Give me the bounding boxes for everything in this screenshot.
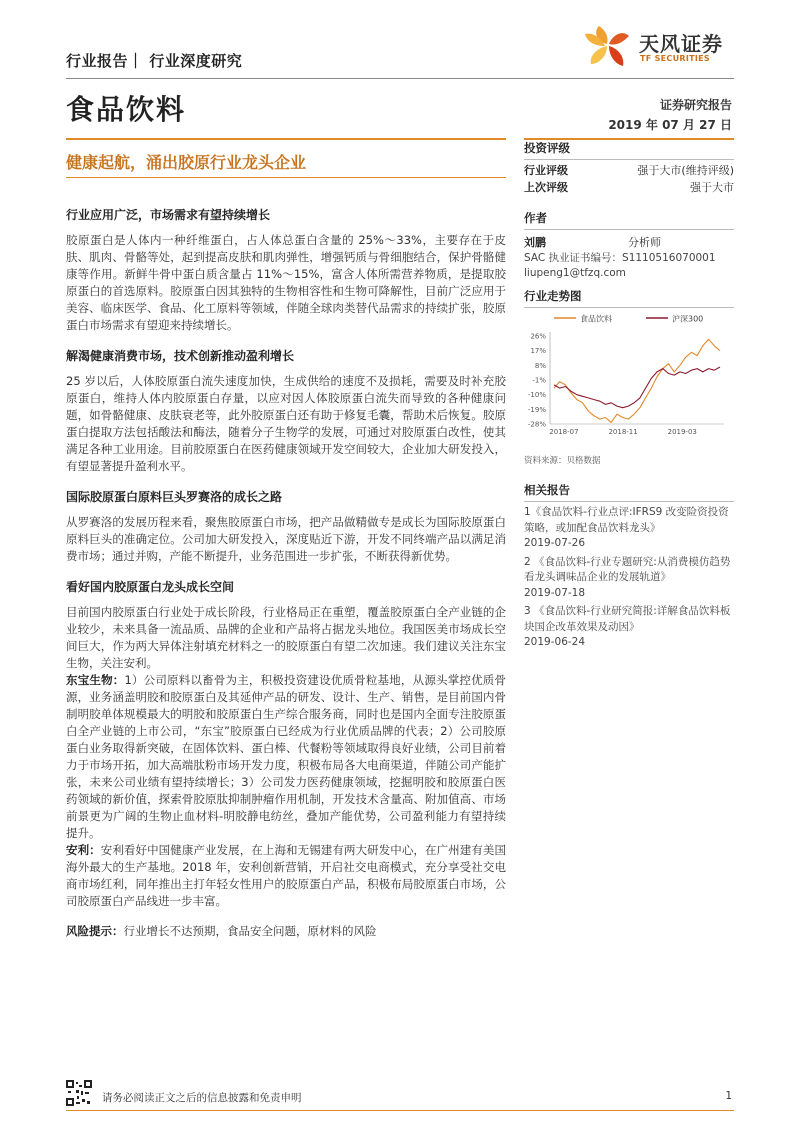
footer-disclaimer: 请务必阅读正文之后的信息披露和免责申明 [102, 1092, 302, 1104]
author-row [524, 234, 734, 251]
related-report-link[interactable]: 3 《食品饮料-行业研究简报:详解食品饮料板块国企改革效果及动因》 [524, 605, 731, 633]
paragraph: 25 岁以后，人体胶原蛋白流失速度加快，生成供给的速度不及损耗，需要及时补充胶原蛋白，维持人体内胶原蛋白存量，以应对因人体胶原蛋白流失而导致的各种健康问题，如骨骼健康、皮肤衰老等，此外胶原蛋白还有助于修复毛囊，帮助术后恢复。胶原蛋白提取方法包括酸法和酶法，随着分子生物学的发展，可通过对胶原蛋白改性，使其满足各种工业用途。目前胶原蛋白在医药健康领域开发空间较大，企业加大研发投入，有望显著提升盈利水平。 [66, 374, 506, 473]
related-block [524, 482, 734, 654]
author-sac: SAC 执业证书编号：S1110516070001 [524, 252, 716, 264]
company-label: 安利： [66, 843, 101, 857]
headline-rule [66, 177, 506, 178]
legend-label: 食品饮料 [580, 314, 612, 324]
author-email[interactable]: liupeng1@tfzq.com [524, 267, 626, 279]
trend-block [524, 288, 734, 308]
prev-rating-value: 强于大市 [690, 181, 734, 194]
section-title: 看好国内胶原蛋白龙头成长空间 [66, 580, 235, 594]
main-column [66, 206, 506, 953]
title-rule-left [66, 138, 506, 140]
related-report-date: 2019-07-26 [524, 537, 586, 549]
related-report-link[interactable]: 2 《食品饮料-行业专题研究:从消费模仿趋势看龙头调味品企业的发展轨道》 [524, 555, 731, 583]
series-line [554, 367, 720, 408]
report-date: 2019 年 07 月 27 日 [608, 118, 732, 132]
y-tick-label: -10% [527, 391, 546, 400]
related-report-date: 2019-06-24 [524, 636, 586, 648]
flower-logo-icon [583, 22, 635, 70]
series-line [554, 339, 720, 422]
x-tick-label: 2018-11 [608, 428, 638, 436]
qr-code-icon [66, 1080, 92, 1106]
paragraph-dongbao [66, 672, 506, 842]
author-title: 作者 [524, 210, 734, 230]
prev-rating-row [524, 179, 734, 196]
paragraph: 目前国内胶原蛋白行业处于成长阶段，行业格局正在重塑，覆盖胶原蛋白全产业链的企业较少，未来具备一流品质、品牌的企业和产品将占据龙头地位。我国医美市场成长空间巨大，作为两大异体注射填充材料之一的胶原蛋白有望二次加速。我们建议关注东宝生物，关注安利。 [66, 605, 506, 670]
y-tick-label: 26% [530, 332, 546, 341]
risk-paragraph [66, 923, 506, 940]
rating-row [524, 162, 734, 179]
report-type: 证券研究报告 [659, 98, 732, 112]
report-category: 行业报告｜ 行业深度研究 [66, 52, 243, 70]
x-tick-label: 2019-03 [667, 428, 697, 436]
footer-rule [66, 1110, 734, 1111]
trend-chart-svg [524, 306, 734, 442]
industry-title: 食品饮料 [66, 93, 187, 126]
y-tick-label: 17% [530, 347, 546, 356]
related-report-link[interactable]: 1《食品饮料-行业点评:IFRS9 改变险资投资策略，或加配食品饮料龙头》 [524, 506, 729, 534]
prev-rating-label: 上次评级 [524, 181, 568, 194]
x-tick-label: 2018-07 [549, 428, 579, 436]
section-title: 解渴健康消费市场，技术创新推动盈利增长 [66, 349, 295, 363]
section-title: 国际胶原蛋白原料巨头罗赛洛的成长之路 [66, 490, 283, 504]
risk-text: 行业增长不达预期，食品安全问题，原材料的风险 [123, 924, 377, 938]
author-role: 分析师 [628, 236, 661, 249]
chart-source: 资料来源：贝格数据 [524, 456, 601, 466]
logo-en: TF SECURITIES [640, 54, 710, 63]
related-report-date: 2019-07-18 [524, 586, 586, 599]
author-name: 刘鹏 [524, 236, 546, 249]
trend-title: 行业走势图 [524, 288, 734, 308]
y-tick-label: 8% [534, 361, 546, 370]
paragraph: 胶原蛋白是人体内一种纤维蛋白，占人体总蛋白含量的 25%～33%，主要存在于皮肤、肌肉、骨骼等处，起到提高皮肤和肌肉弹性，增强钙质与骨细胞结合，保护骨骼健康等作用。新鲜牛骨中蛋白质含量占 11%～15%，富含人体所需营养物质，是提取胶原蛋白的首选原料。胶原蛋白因其独特的生物相容性和生物可降解性，目前广泛应用于美容、临床医学、食品、化工原料等领域，伴随全球肉类替代品需求的持续扩张，胶原蛋白市场需求有望迎来持续增长。 [66, 233, 506, 332]
rating-label: 行业评级 [524, 164, 568, 177]
header-rule [66, 78, 734, 79]
author-block [524, 210, 734, 281]
company-text: 安利看好中国健康产业发展，在上海和无锡建有两大研发中心，在广州建有美国海外最大的生产基地。2018 年，安利创新营销，开启社交电商模式，充分享受社交电商市场红利，同年推出主打年轻女性用户的胶原蛋白产品，积极布局胶原蛋白市场，公司胶原蛋白产品线进一步丰富。 [66, 843, 507, 908]
paragraph: 从罗赛洛的发展历程来看，聚焦胶原蛋白市场，把产品做精做专是成长为国际胶原蛋白原料巨头的准确定位。公司加大研发投入，深度贴近下游，开发不同终端产品以满足消费市场；通过并购，产能不断提升，业务范围进一步扩张，不断获得新优势。 [66, 515, 506, 563]
risk-label: 风险提示： [66, 924, 124, 938]
rating-value: 强于大市(维持评级) [637, 164, 734, 177]
rating-block [524, 140, 734, 196]
y-tick-label: -1% [532, 376, 546, 385]
company-text: 1）公司原料以畜骨为主，积极投资建设优质骨粒基地，从源头掌控优质骨源，业务涵盖明胶和胶原蛋白及其延伸产品的研发、设计、生产、销售，是目前国内骨制明胶单体规模最大的明胶和胶原蛋白生产综合服务商，同时也是国内全面专注胶原蛋白全产业链的上市公司，“东宝”胶原蛋白已经成为行业优质品牌的代表；2）公司胶原蛋白业务取得新突破，在固体饮料、蛋白棒、代餐粉等领域取得良好业绩，公司目前着力于市场开拓，加大高端肽粉市场开发力度，积极布局各大电商渠道，伴随公司产能扩张，未来公司业绩有望持续增长；3）公司发力医药健康领域，挖掘明胶和胶原蛋白医药领域的新价值，探索骨胶原肽抑制肿瘤作用机制，开发技术含量高、附加值高、市场前景更为广阔的生物止血材料-明胶静电纺丝，叠加产能优势，公司盈利能力有望持续提升。 [66, 673, 506, 840]
headline: 健康起航，涌出胶原行业龙头企业 [66, 153, 307, 172]
trend-chart [524, 306, 734, 442]
y-tick-label: -19% [527, 405, 546, 414]
y-tick-label: -28% [527, 420, 546, 429]
rating-title: 投资评级 [524, 140, 734, 160]
legend-label: 沪深300 [672, 314, 704, 324]
section-title: 行业应用广泛，市场需求有望持续增长 [66, 208, 271, 222]
related-title: 相关报告 [524, 482, 734, 502]
related-list [524, 505, 734, 651]
paragraph-amway [66, 842, 506, 910]
logo-cn: 天风证券 [639, 32, 723, 56]
page-number: 1 [725, 1090, 732, 1102]
company-label: 东宝生物： [66, 673, 125, 687]
logo [583, 22, 735, 70]
